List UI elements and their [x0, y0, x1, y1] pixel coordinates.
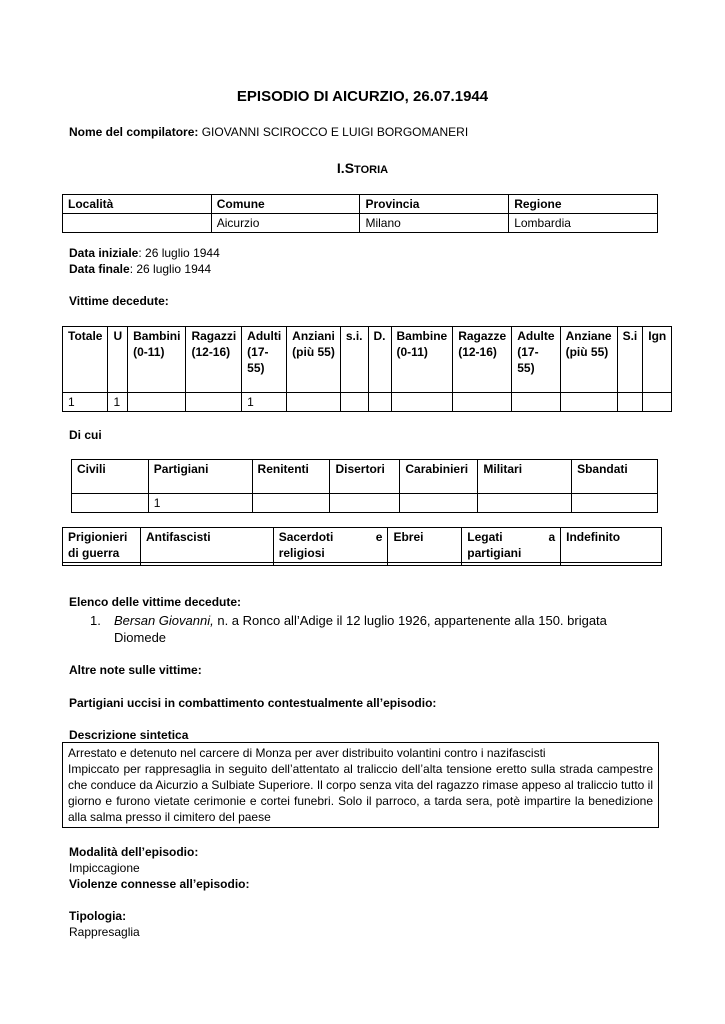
description-line-2: Impiccato per rappresaglia in seguito dell’attentato al traliccio dell’alta tensione eretto sulla strada campestre che conduce da Aicurzio a Sulbiate Superiore. Il corpo senza vita del ragazzo rimase appeso al traliccio tutto il giorno e furono vietate cerimonie e cortei funebri. Solo il parroco, a tarda sera, potè impartire la benedizione alla salma presso il cimitero del paese: [68, 762, 653, 824]
header-ragazze: Ragazze (12-16): [453, 327, 512, 393]
header-prigionieri: Prigionieri di guerra: [63, 528, 141, 563]
cell-partigiani: 1: [148, 494, 252, 513]
violence-label: [69, 877, 250, 891]
cell-ragazze: [453, 393, 512, 412]
partisans-text: Partigiani uccisi in combattimento contestualmente all’episodio:: [69, 696, 437, 710]
header-regione: Regione: [509, 195, 658, 214]
header-localita: Località: [63, 195, 212, 214]
header-ign: Ign: [643, 327, 672, 393]
start-date-label: Data iniziale: [69, 246, 139, 260]
header-si: s.i.: [340, 327, 368, 393]
cell-localita: [63, 214, 212, 233]
header-adulti: Adulti (17-55): [242, 327, 287, 393]
victim-list: [90, 612, 650, 646]
victims-table: [62, 326, 672, 412]
modality-label-text: Modalità dell’episodio:: [69, 845, 199, 859]
header-u: U: [108, 327, 128, 393]
header-bambine: Bambine (0-11): [391, 327, 453, 393]
header-militari: Militari: [478, 460, 572, 494]
partisans-label: [69, 696, 436, 710]
cell-militari: [478, 494, 572, 513]
cell-antifascisti: [140, 563, 273, 566]
victim-list-label-text: Elenco delle vittime decedute:: [69, 595, 242, 609]
header-ebrei: Ebrei: [388, 528, 462, 563]
victims-table-header: [63, 327, 672, 393]
cell-bambine: [391, 393, 453, 412]
cell-d: [368, 393, 391, 412]
header-antifascisti: Antifascisti: [140, 528, 273, 563]
cell-anziane: [560, 393, 617, 412]
categories-table-2: [62, 527, 662, 566]
victims-table-row: [63, 393, 672, 412]
header-anziane: Anziane (più 55): [560, 327, 617, 393]
location-table: [62, 194, 658, 233]
cell-legati: [462, 563, 561, 566]
start-date-value: : 26 luglio 1944: [138, 246, 220, 260]
compiler-value: GIOVANNI SCIROCCO E LUIGI BORGOMANERI: [198, 125, 469, 139]
page-title: EPISODIO DI AICURZIO, 26.07.1944: [236, 88, 489, 105]
list-item: [90, 612, 650, 646]
cell-ebrei: [388, 563, 462, 566]
cell-s-i: [617, 393, 643, 412]
header-partigiani: Partigiani: [148, 460, 252, 494]
description-label-text: Descrizione sintetica: [69, 728, 189, 742]
section-heading-rest: TORIA: [354, 164, 389, 176]
victims-label-text: Vittime decedute:: [69, 294, 169, 308]
cell-totale: 1: [63, 393, 108, 412]
cell-provincia: Milano: [360, 214, 509, 233]
header-s-i: S.i: [617, 327, 643, 393]
header-bambini: Bambini (0-11): [128, 327, 186, 393]
location-table-header: [63, 195, 658, 214]
modality-value: Impiccagione: [69, 861, 140, 875]
cell-comune: Aicurzio: [211, 214, 360, 233]
violence-label-text: Violenze connesse all’episodio:: [69, 877, 250, 891]
description-box: [62, 742, 659, 828]
cell-si: [340, 393, 368, 412]
end-date-value: : 26 luglio 1944: [129, 262, 212, 276]
typology-value: Rappresaglia: [69, 925, 140, 939]
header-comune: Comune: [211, 195, 360, 214]
header-legati: Legati a partigiani: [462, 528, 561, 563]
categories-table-row: [72, 494, 658, 513]
end-date-label: Data finale: [69, 262, 130, 276]
compiler-line: [69, 125, 468, 139]
other-notes-label: [69, 663, 202, 677]
victim-list-label: [69, 595, 241, 609]
list-item-number: 1.: [90, 613, 101, 628]
section-heading: [0, 160, 725, 176]
cell-renitenti: [252, 494, 330, 513]
cell-adulte: [512, 393, 560, 412]
cell-indefinito: [561, 563, 662, 566]
header-totale: Totale: [63, 327, 108, 393]
cell-disertori: [330, 494, 400, 513]
header-provincia: Provincia: [360, 195, 509, 214]
cell-ragazzi: [186, 393, 242, 412]
compiler-label: Nome del compilatore:: [69, 125, 199, 139]
end-date: [69, 262, 211, 276]
cell-ign: [643, 393, 672, 412]
header-sbandati: Sbandati: [572, 460, 658, 494]
location-table-row: [63, 214, 658, 233]
cell-regione: Lombardia: [509, 214, 658, 233]
header-indefinito: Indefinito: [561, 528, 662, 563]
description-line-1: Arrestato e detenuto nel carcere di Monza per aver distribuito volantini contro i nazifascisti: [68, 746, 546, 760]
header-d: D.: [368, 327, 391, 393]
header-adulte: Adulte (17-55): [512, 327, 560, 393]
cell-prigionieri: [63, 563, 141, 566]
cell-u: 1: [108, 393, 128, 412]
cell-anziani: [287, 393, 341, 412]
cell-bambini: [128, 393, 186, 412]
cell-civili: [72, 494, 149, 513]
start-date: [69, 246, 220, 260]
header-disertori: Disertori: [330, 460, 400, 494]
cell-sbandati: [572, 494, 658, 513]
categories-table-2-row: [63, 563, 662, 566]
header-anziani: Anziani (più 55): [287, 327, 341, 393]
other-notes-text: Altre note sulle vittime:: [69, 663, 202, 677]
modality-label: [69, 845, 198, 859]
typology-label: [69, 909, 126, 923]
section-heading-first: I.S: [336, 160, 355, 176]
categories-table: [71, 459, 658, 513]
typology-label-text: Tipologia:: [69, 909, 127, 923]
header-carabinieri: Carabinieri: [400, 460, 478, 494]
header-renitenti: Renitenti: [252, 460, 330, 494]
description-label: [69, 728, 188, 742]
cell-carabinieri: [400, 494, 478, 513]
header-civili: Civili: [72, 460, 149, 494]
di-cui-text: Di cui: [69, 428, 102, 442]
victim-name: Bersan Giovanni,: [114, 613, 214, 628]
victim-details: n. a Ronco all’Adige il 12 luglio 1926, appartenente alla 150. brigata Diomede: [114, 613, 607, 645]
header-ragazzi: Ragazzi (12-16): [186, 327, 242, 393]
categories-table-2-header: [63, 528, 662, 563]
cell-adulti: 1: [242, 393, 287, 412]
categories-table-header: [72, 460, 658, 494]
header-sacerdoti: Sacerdoti e religiosi: [273, 528, 388, 563]
di-cui-label: [69, 428, 102, 442]
cell-sacerdoti: [273, 563, 388, 566]
victims-label: [69, 294, 169, 308]
